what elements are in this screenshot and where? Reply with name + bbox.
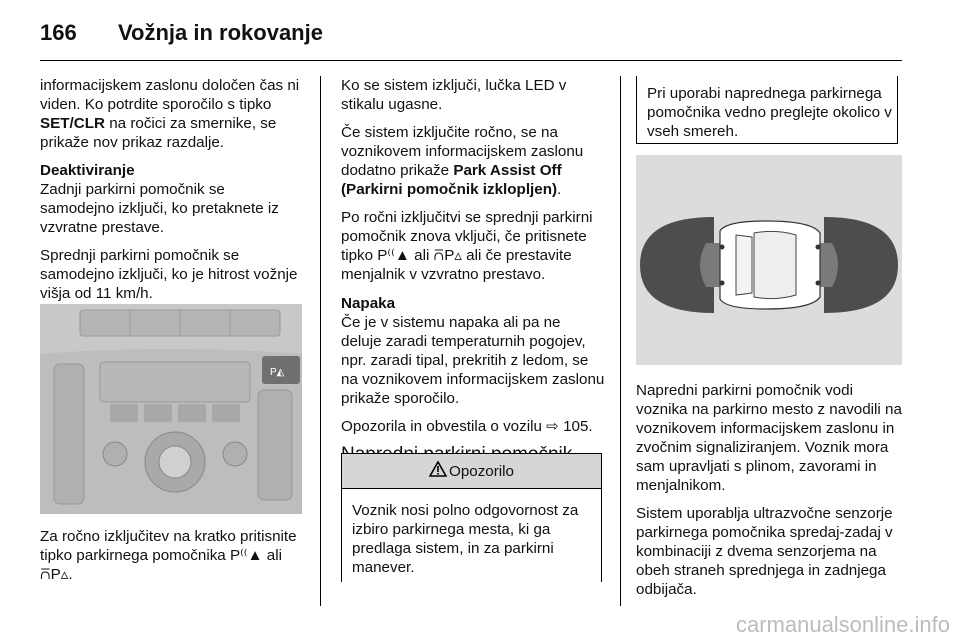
paragraph: Če sistem izključite ročno, se na voznikovem informacijskem zaslonu dodatno prikaže Park Assist Off (Parkirni pomočnik izklopljen). [341,124,584,198]
paragraph: Ko se sistem izključi, lučka LED v stikalu ugasne. [341,77,567,113]
paragraph: Po ročni izključitvi se sprednji parkirni pomočnik znova vključi, če pritisnete tipko P⁽⁽▲ ali ⩃P▵ ali če prestavite menjalnik v vzvratno prestavo. [341,209,593,283]
parking-sensor-diagram [636,155,902,365]
paragraph: Napredni parkirni pomočnik vodi voznika na parkirno mesto z navodili na voznikovem informacijskem zaslonu in zvočnim signaliziranjem. Voznik mora sam upravljati s plinom, zavorami in menjalnikom. [636,382,902,494]
page-header [40,14,902,54]
photo-caption: Za ročno izključitev na kratko pritisnite tipko parkirnega pomočnika P⁽⁽▲ ali ⩃P▵. [40,528,297,583]
warning-box [341,453,602,582]
subheading-deactivation: Deaktiviranje [40,162,135,179]
column-divider [320,76,321,606]
warning-triangle-icon [429,461,447,481]
header-rule [40,60,902,61]
paragraph: Opozorila in obvestila o vozilu ⇨ 105. [341,418,593,435]
column-divider [620,76,621,606]
warning-text: Voznik nosi polno odgovornost za izbiro parkirnega mesta, ki ga predlaga sistem, in za parkirni manever. [352,502,579,576]
column-1 [40,76,302,312]
paragraph: Sistem uporablja ultrazvočne senzorje parkirnega pomočnika spredaj-zadaj v kombinaciji z dvema senzorjema na obeh straneh sprednjega in zadnjega odbijača. [636,505,893,598]
paragraph: Sprednji parkirni pomočnik se samodejno izključi, ko je hitrost vožnje višja od 11 km/h. [40,247,298,302]
watermark: carmanualsonline.info [735,612,950,637]
console-photo [40,304,302,514]
warning-title: Opozorilo [449,462,514,480]
paragraph: Zadnji parkirni pomočnik se samodejno izključi, ko pretaknete iz vzvratne prestave. [40,181,279,236]
subheading-fault: Napaka [341,295,396,312]
paragraph: Če je v sistemu napaka ali pa ne deluje zaradi temperaturnih pogojev, npr. zaradi tipal, prekritih z ledom, se na voznikovem informacijskem zaslonu prikaže sporočilo. [341,314,605,407]
warning-header [342,454,601,489]
paragraph: informacijskem zaslonu določen čas ni viden. Ko potrdite sporočilo s tipko SET/CLR na ročici za smernike, se prikaže nov prikaz razdalje. [40,77,300,151]
column-2 [341,76,605,476]
page-number: 166 [40,20,77,45]
chapter-title: Vožnja in rokovanje [118,20,323,45]
column-3-text [636,381,902,608]
svg-text:P◭: P◭ [270,367,285,378]
note-box: Pri uporabi naprednega parkirnega pomočnika vedno preglejte okolico v vseh smereh. [636,76,898,144]
